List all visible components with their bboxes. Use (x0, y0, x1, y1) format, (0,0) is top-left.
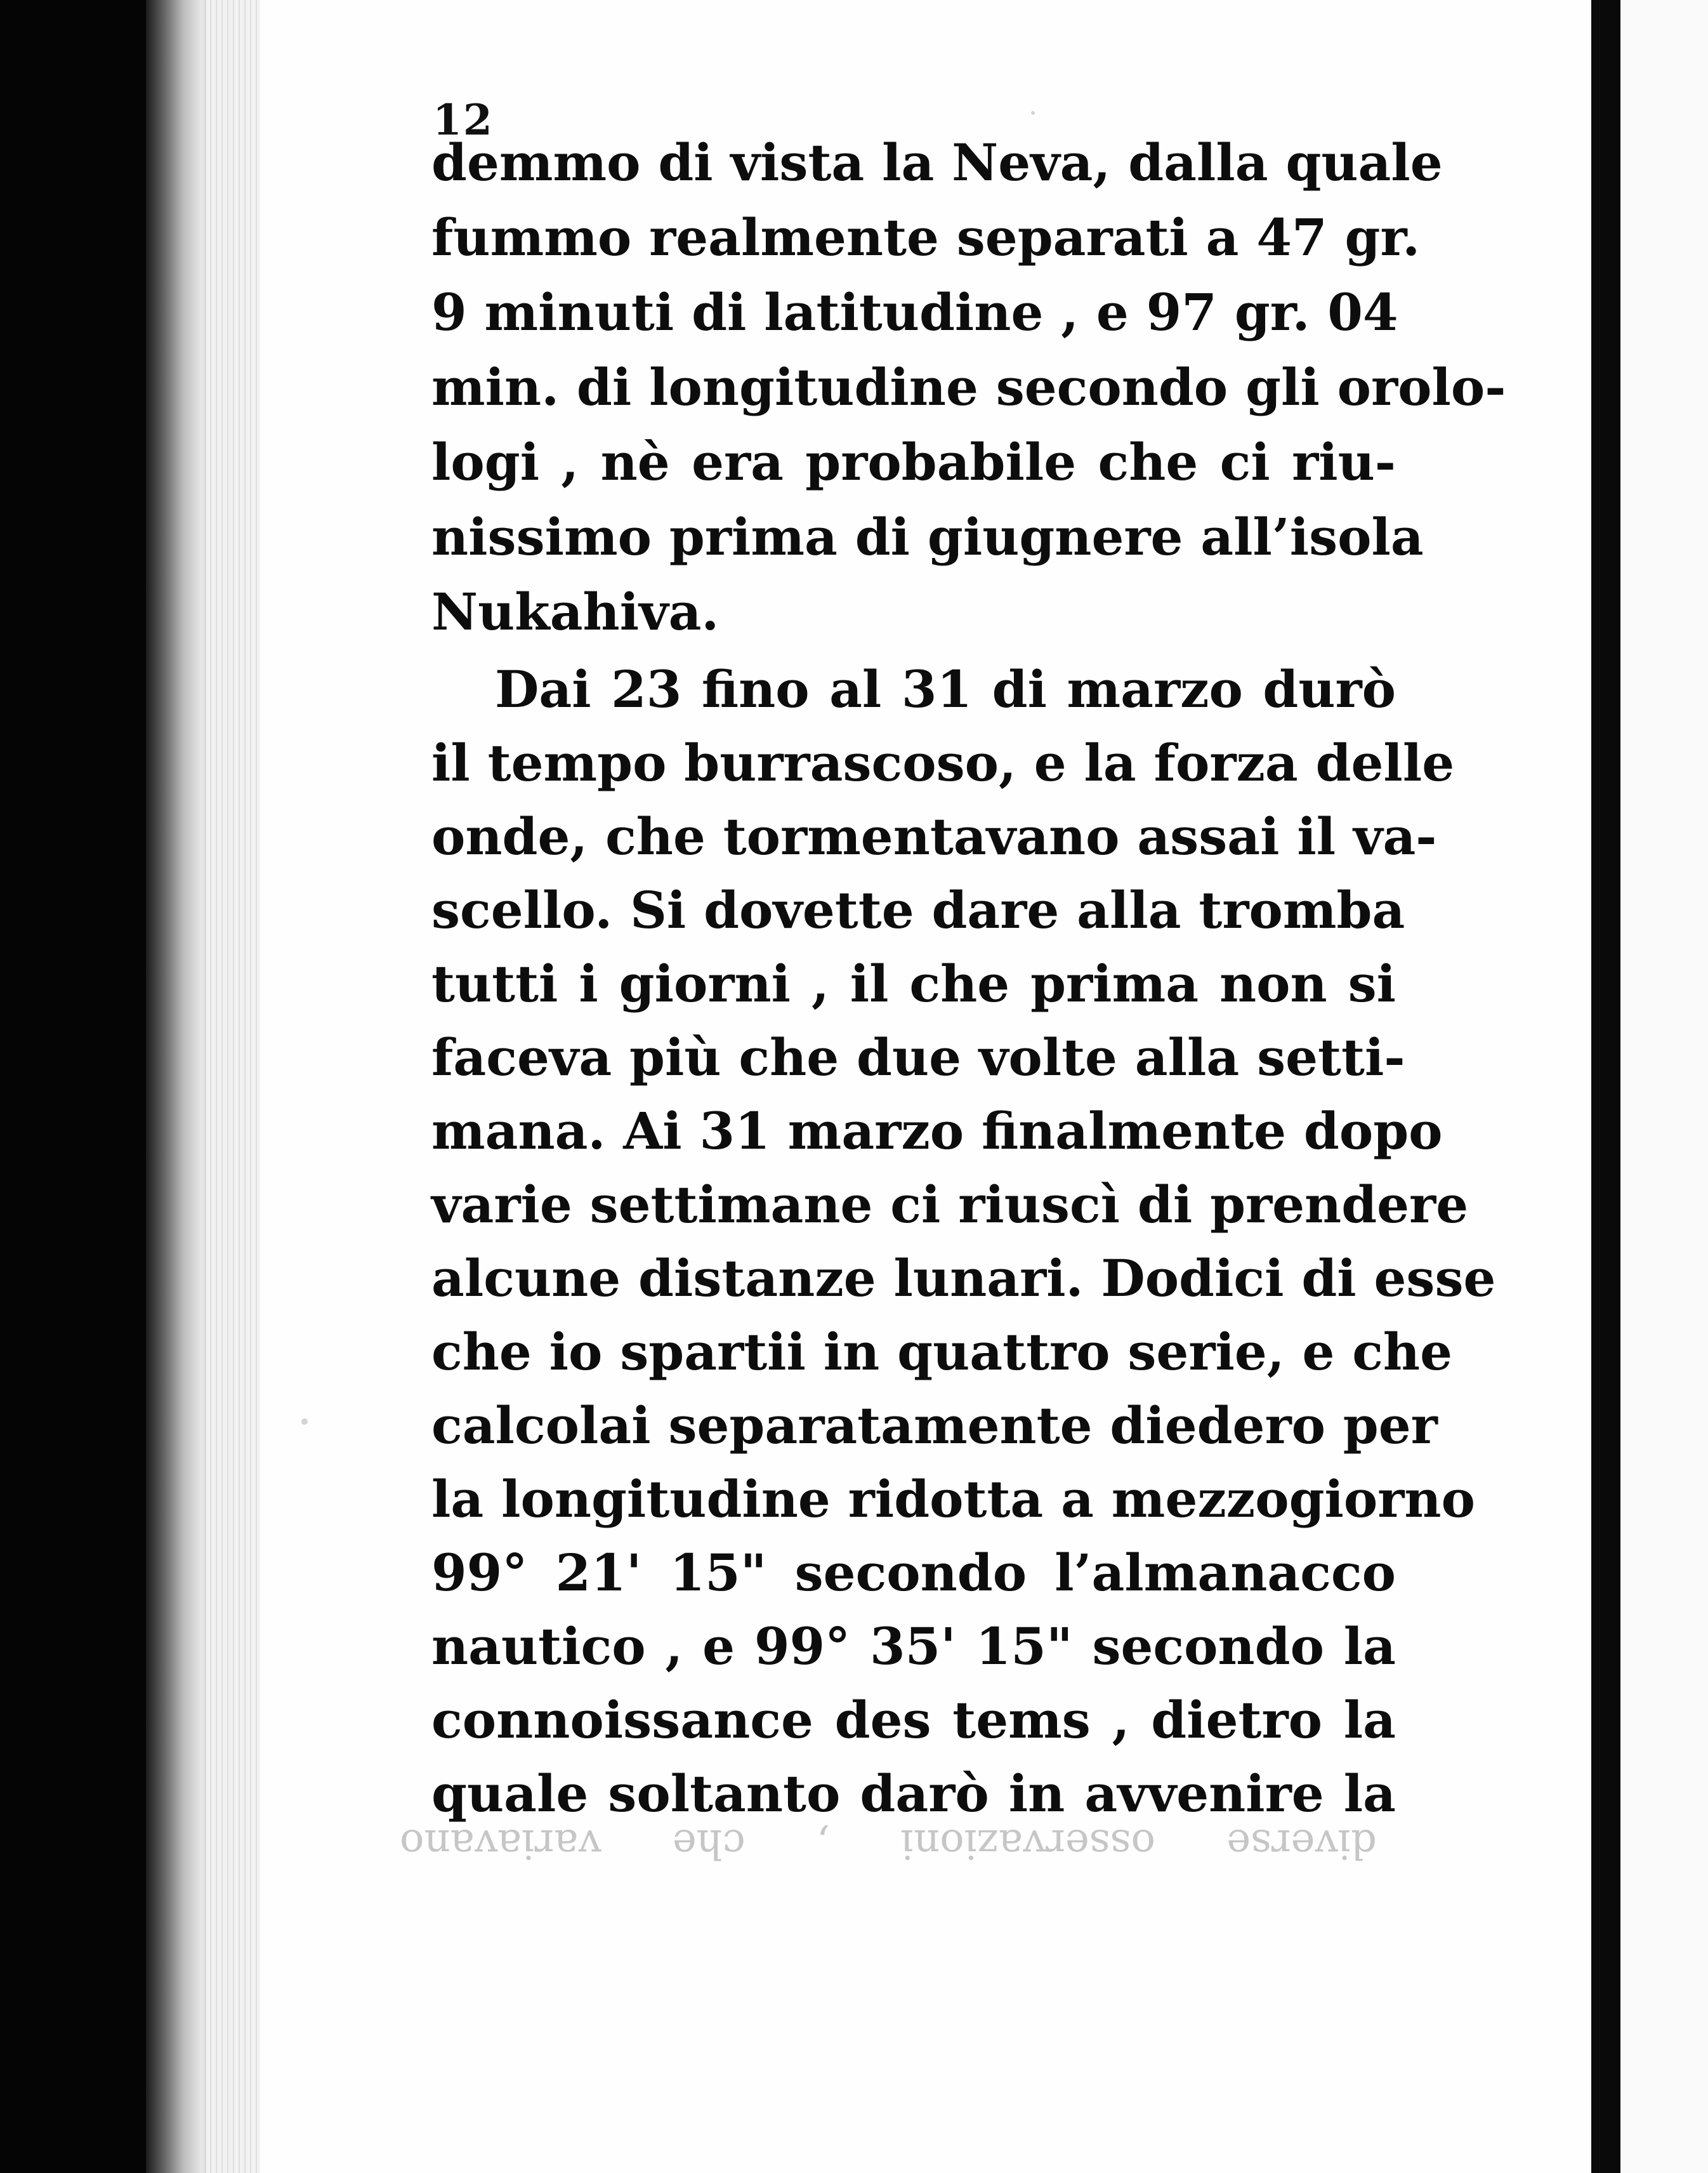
text-line: fummo realmente separati a 47 gr. (431, 208, 1421, 267)
text-line: la longitudine ridotta a mezzogiorno (431, 1469, 1475, 1529)
page-edges (206, 0, 263, 2173)
page-right-shadow (1591, 0, 1620, 2173)
text-line: calcolai separatamente diedero per (431, 1396, 1438, 1455)
text-line: logi , nè era probabile che ci riu- (431, 432, 1396, 492)
text-line: che io spartii in quattro serie, e che (431, 1322, 1452, 1382)
paper-speck (1031, 111, 1035, 115)
text-line: quale soltanto darò in avvenire la (431, 1764, 1396, 1823)
text-line: tutti i giorni , il che prima non si (431, 954, 1396, 1014)
text-line: demmo di vista la Neva, dalla quale (431, 133, 1443, 192)
text-line: faceva più che due volte alla setti- (431, 1027, 1405, 1087)
text-line: connoissance des tems , dietro la (431, 1690, 1396, 1750)
text-line: 99° 21' 15" secondo l’almanacco (431, 1543, 1396, 1602)
adjacent-page-edge (1620, 0, 1708, 2173)
text-line: mana. Ai 31 marzo finalmente dopo (431, 1101, 1443, 1161)
text-line: nautico , e 99° 35' 15" secondo la (431, 1616, 1396, 1676)
text-line: alcune distanze lunari. Dodici di esse (431, 1248, 1496, 1308)
text-line: Nukahiva. (431, 582, 719, 642)
text-line: min. di longitudine secondo gli orolo- (431, 357, 1506, 417)
text-line: Dai 23 fino al 31 di marzo durò (495, 659, 1396, 719)
paper-speck (301, 1418, 308, 1425)
text-line: il tempo burrascoso, e la forza delle (431, 733, 1455, 793)
text-line: onde, che tormentavano assai il va- (431, 807, 1437, 866)
text-line: scello. Si dovette dare alla tromba (431, 880, 1405, 940)
text-line: nissimo prima di giugnere all’isola (431, 507, 1424, 567)
text-line: varie settimane ci riuscì di prendere (431, 1175, 1469, 1234)
page-number: 12 (433, 95, 494, 145)
bleed-through-text: diverse osservazioni , che variavano (400, 1820, 1377, 1867)
text-line: 9 minuti di latitudine , e 97 gr. 04 (431, 282, 1398, 342)
